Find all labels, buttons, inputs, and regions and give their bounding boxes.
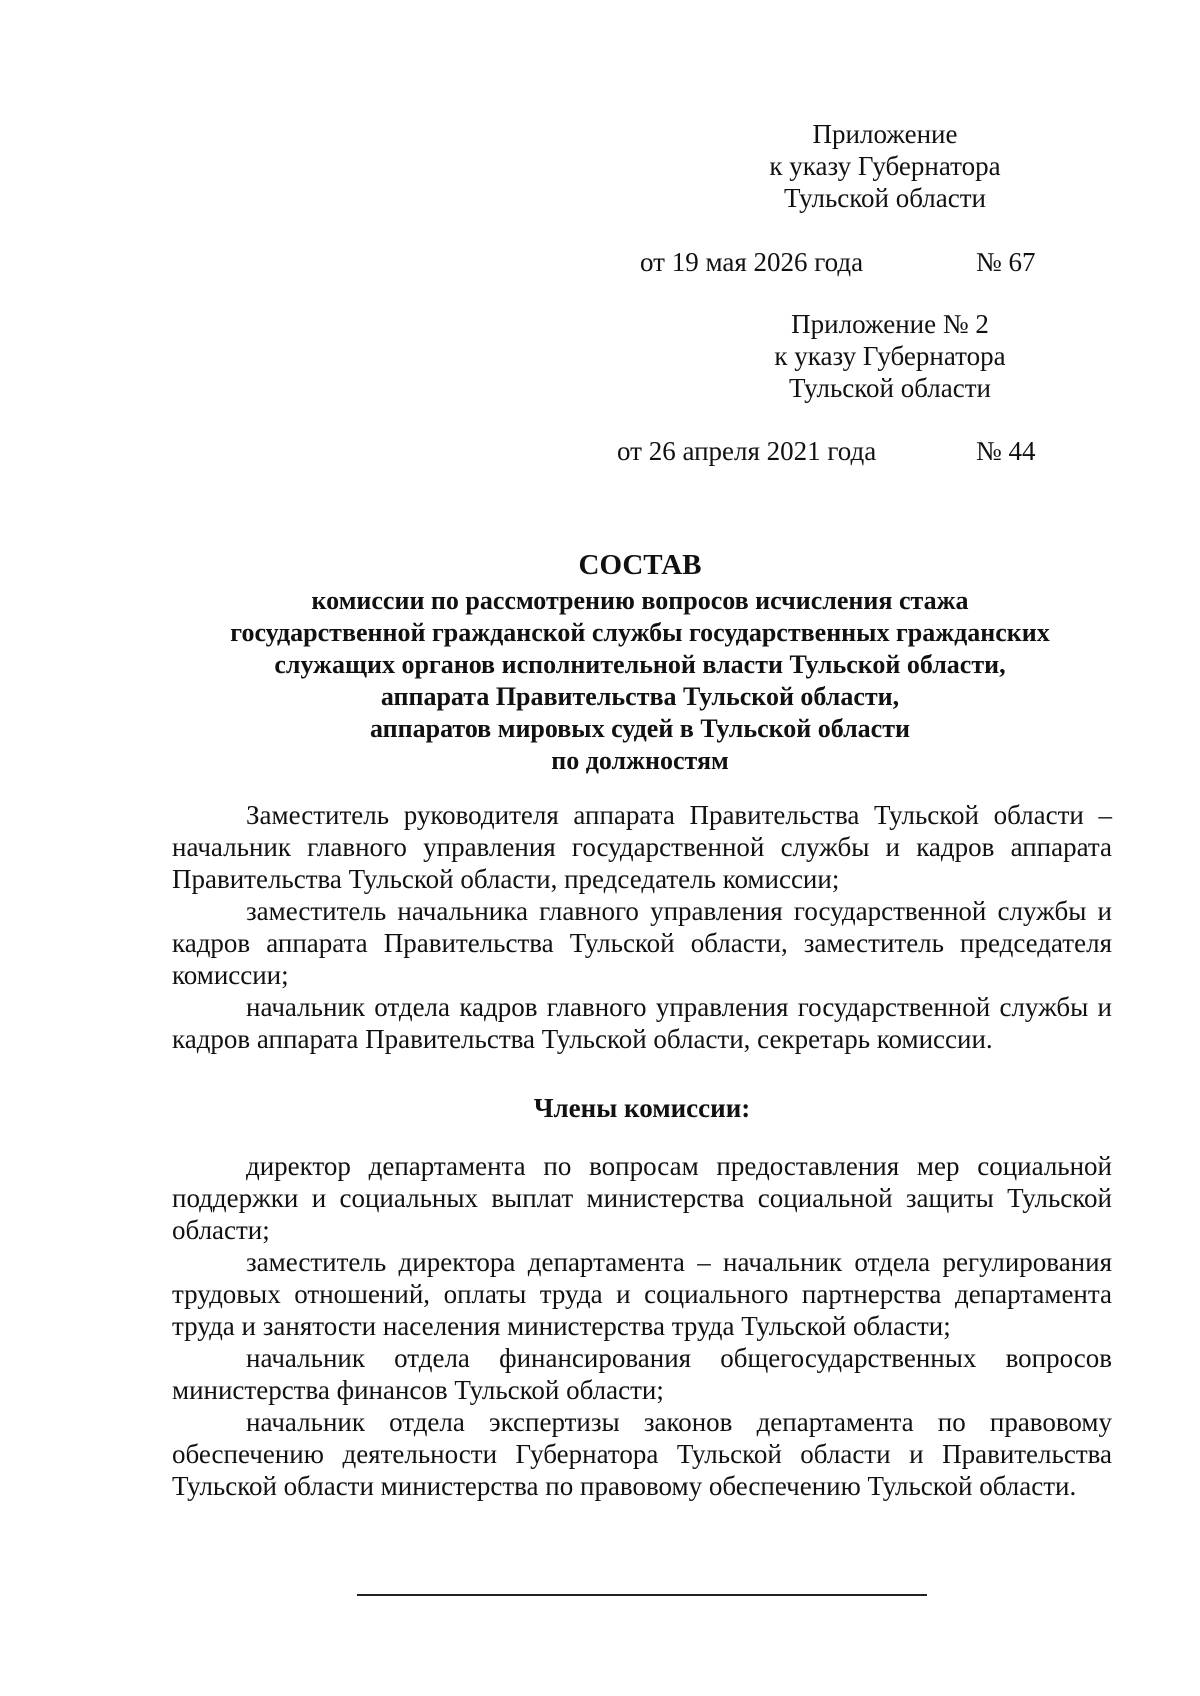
secretary-paragraph: начальник отдела кадров главного управления государственной службы и кадров аппарата Правительства Тульской области, секретарь комиссии. bbox=[172, 992, 1112, 1054]
member-paragraph: начальник отдела экспертизы законов департамента по правовому обеспечению деятельности Губернатора Тульской области и Правительства Тульской области министерства по правовому обеспечению Тульской области. bbox=[172, 1407, 1112, 1501]
title-line: служащих органов исполнительной власти Тульской области, bbox=[274, 650, 1006, 679]
chairman-paragraph: Заместитель руководителя аппарата Правительства Тульской области – начальник главного управления государственной службы и кадров аппарата Правительства Тульской области, председатель комиссии; bbox=[172, 800, 1112, 894]
appendix-line: к указу Губернатора bbox=[769, 151, 1001, 181]
member-paragraph: заместитель директора департамента – начальник отдела регулирования трудовых отношений, оплаты труда и социального партнерства департамента труда и занятости населения министерства труда Тульской области; bbox=[172, 1247, 1112, 1341]
appendix-line: к указу Губернатора bbox=[774, 341, 1006, 371]
title-line: комиссии по рассмотрению вопросов исчисления стажа bbox=[311, 586, 969, 615]
title-line: по должностям bbox=[551, 746, 729, 775]
title-line: аппарата Правительства Тульской области, bbox=[380, 682, 900, 711]
title-line: аппаратов мировых судей в Тульской области bbox=[370, 714, 910, 743]
appendix-header-new bbox=[720, 118, 1050, 214]
appendix-line: Приложение № 2 bbox=[791, 309, 989, 339]
members-heading: Члены комиссии: bbox=[533, 1093, 751, 1123]
appendix-number-old: № 44 bbox=[976, 436, 1036, 466]
appendix-date-new: от 19 мая 2026 года bbox=[640, 247, 864, 277]
closing-rule bbox=[357, 1594, 927, 1596]
members-list bbox=[172, 1150, 1112, 1502]
deputy-chairman-paragraph: заместитель начальника главного управления государственной службы и кадров аппарата Правительства Тульской области, заместитель председателя комиссии; bbox=[172, 896, 1112, 990]
member-paragraph: директор департамента по вопросам предоставления мер социальной поддержки и социальных выплат министерства социальной защиты Тульской области; bbox=[172, 1151, 1112, 1245]
appendix-header-old bbox=[720, 308, 1060, 404]
title-main: СОСТАВ bbox=[578, 549, 702, 581]
title-line: государственной гражданской службы государственных гражданских bbox=[230, 618, 1050, 647]
document-title bbox=[170, 548, 1110, 777]
appendix-number-new: № 67 bbox=[976, 247, 1036, 277]
appendix-line: Тульской области bbox=[784, 183, 986, 213]
appendix-line: Приложение bbox=[812, 119, 958, 149]
appendix-date-old: от 26 апреля 2021 года bbox=[617, 436, 877, 466]
commission-leadership bbox=[172, 799, 1112, 1055]
member-paragraph: начальник отдела финансирования общегосударственных вопросов министерства финансов Тульской области; bbox=[172, 1343, 1112, 1405]
appendix-line: Тульской области bbox=[789, 373, 991, 403]
